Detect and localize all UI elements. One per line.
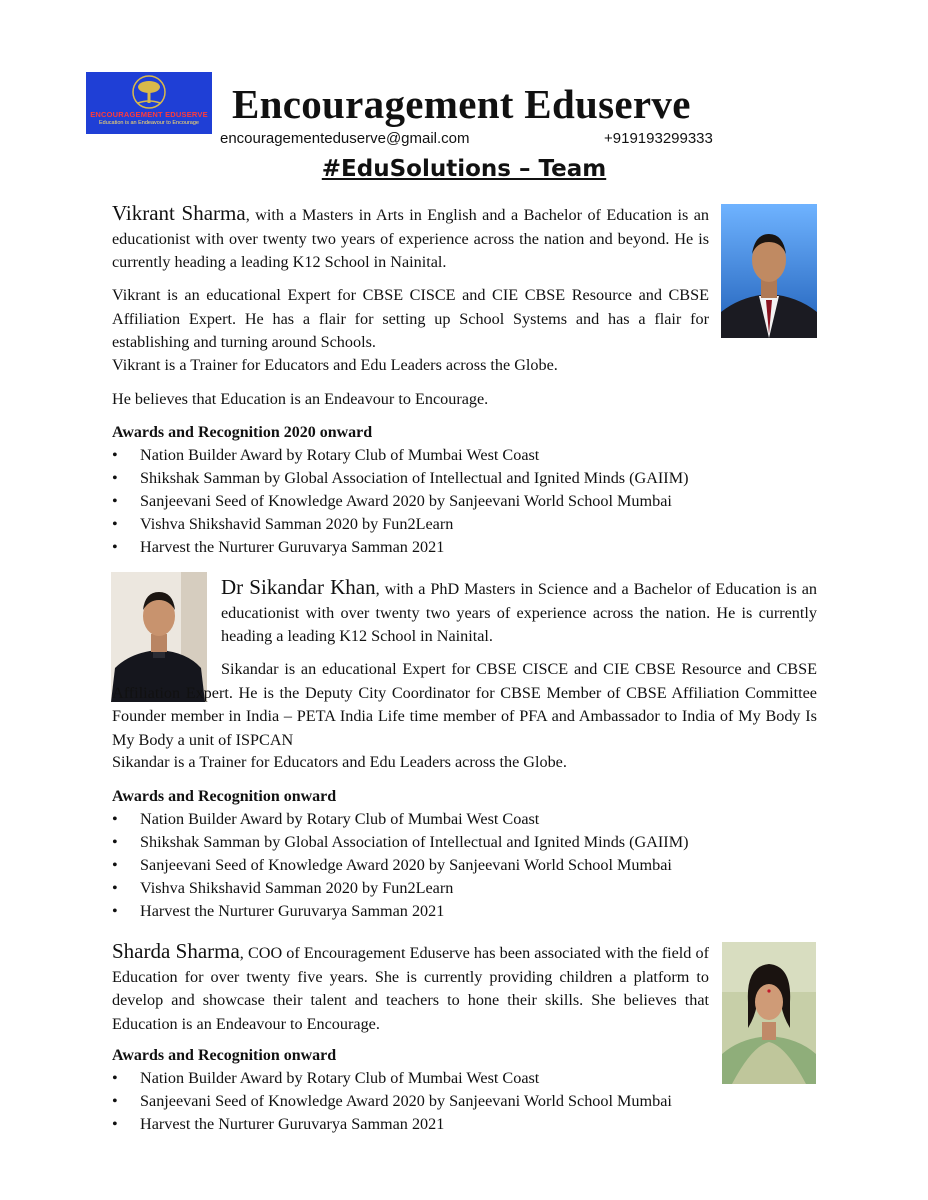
award-item: • Shikshak Samman by Global Association of Intellectual and Ignited Minds (GAIIM) — [112, 467, 689, 490]
member-photo-sharda — [722, 942, 816, 1084]
company-name: Encouragement Eduserve — [232, 81, 691, 127]
award-item: • Harvest the Nurturer Guruvarya Samman 2021 — [112, 1113, 672, 1136]
awards-heading: Awards and Recognition onward — [112, 788, 337, 805]
member-name: Sharda Sharma — [112, 939, 240, 963]
member-expertise: Sikandar is an educational Expert for CBSE CISCE and CIE CBSE Resource and CBSE Affiliation Expert. He is the Deputy City Coordinator for CBSE Member of CBSE Affiliation Committee Founder member in India – PETA India Life time member of PFA and Ambassador to India of My Body Is My Body a unit of ISPCAN — [112, 660, 817, 749]
contact-phone: +919193299333 — [604, 130, 713, 147]
award-item: • Shikshak Samman by Global Association of Intellectual and Ignited Minds (GAIIM) — [112, 831, 689, 854]
awards-heading: Awards and Recognition onward — [112, 1047, 337, 1064]
member-trainer: Sikandar is a Trainer for Educators and Edu Leaders across the Globe. — [112, 753, 567, 771]
award-item: • Harvest the Nurturer Guruvarya Samman 2021 — [112, 536, 689, 559]
company-logo — [86, 72, 212, 134]
member-intro-text: , with a Masters in Arts in English and a Bachelor of Education is an educationist with over twenty two years of experience across the nation and beyond. He is currently heading a leading K12 School in Nainital. — [112, 206, 709, 271]
award-item: • Harvest the Nurturer Guruvarya Samman 2021 — [112, 900, 689, 923]
member-intro-text: , with a PhD Masters in Science and a Bachelor of Education is an educationist with over twenty two years of experience across the nation. He is currently heading a leading K12 School in Nainital. — [221, 580, 817, 645]
member-belief: He believes that Education is an Endeavour to Encourage. — [112, 390, 489, 408]
awards-heading: Awards and Recognition 2020 onward — [112, 424, 373, 441]
member-intro — [112, 940, 709, 1036]
award-item: • Nation Builder Award by Rotary Club of Mumbai West Coast — [112, 444, 689, 467]
award-item: • Nation Builder Award by Rotary Club of Mumbai West Coast — [112, 808, 689, 831]
member-intro-text: , COO of Encouragement Eduserve has been associated with the field of Education for over twenty five years. She is currently providing children a platform to develop and showcase their talent and teachers to hone their skills. She believes that Education is an Endeavour to Encourage. — [112, 944, 709, 1033]
section-title: #EduSolutions – Team — [321, 156, 607, 182]
member-name: Vikrant Sharma — [112, 201, 246, 225]
member-intro — [221, 576, 817, 649]
member-trainer: Vikrant is a Trainer for Educators and Edu Leaders across the Globe. — [112, 356, 558, 374]
award-item: • Sanjeevani Seed of Knowledge Award 2020 by Sanjeevani World School Mumbai — [112, 1090, 672, 1113]
awards-list — [112, 808, 689, 923]
award-item: • Vishva Shikshavid Samman 2020 by Fun2Learn — [112, 513, 689, 536]
award-item: • Sanjeevani Seed of Knowledge Award 2020 by Sanjeevani World School Mumbai — [112, 854, 689, 877]
logo-tagline: Education is an Endeavour to Encourage — [99, 120, 199, 126]
member-photo-vikrant — [721, 204, 817, 338]
member-name: Dr Sikandar Khan — [221, 575, 376, 599]
logo-title: ENCOURAGEMENT EDUSERVE — [90, 110, 208, 119]
award-item: • Sanjeevani Seed of Knowledge Award 2020 by Sanjeevani World School Mumbai — [112, 490, 689, 513]
member-intro — [112, 202, 709, 275]
awards-list — [112, 1067, 672, 1136]
member-expertise: Vikrant is an educational Expert for CBSE CISCE and CIE CBSE Resource and CBSE Affiliation Expert. He has a flair for setting up School Systems and has a flair for establishing and turning around Schools. — [112, 286, 709, 351]
award-item: • Nation Builder Award by Rotary Club of Mumbai West Coast — [112, 1067, 672, 1090]
award-item: • Vishva Shikshavid Samman 2020 by Fun2Learn — [112, 877, 689, 900]
awards-list — [112, 444, 689, 559]
contact-email: encouragementeduserve@gmail.com — [220, 130, 470, 147]
